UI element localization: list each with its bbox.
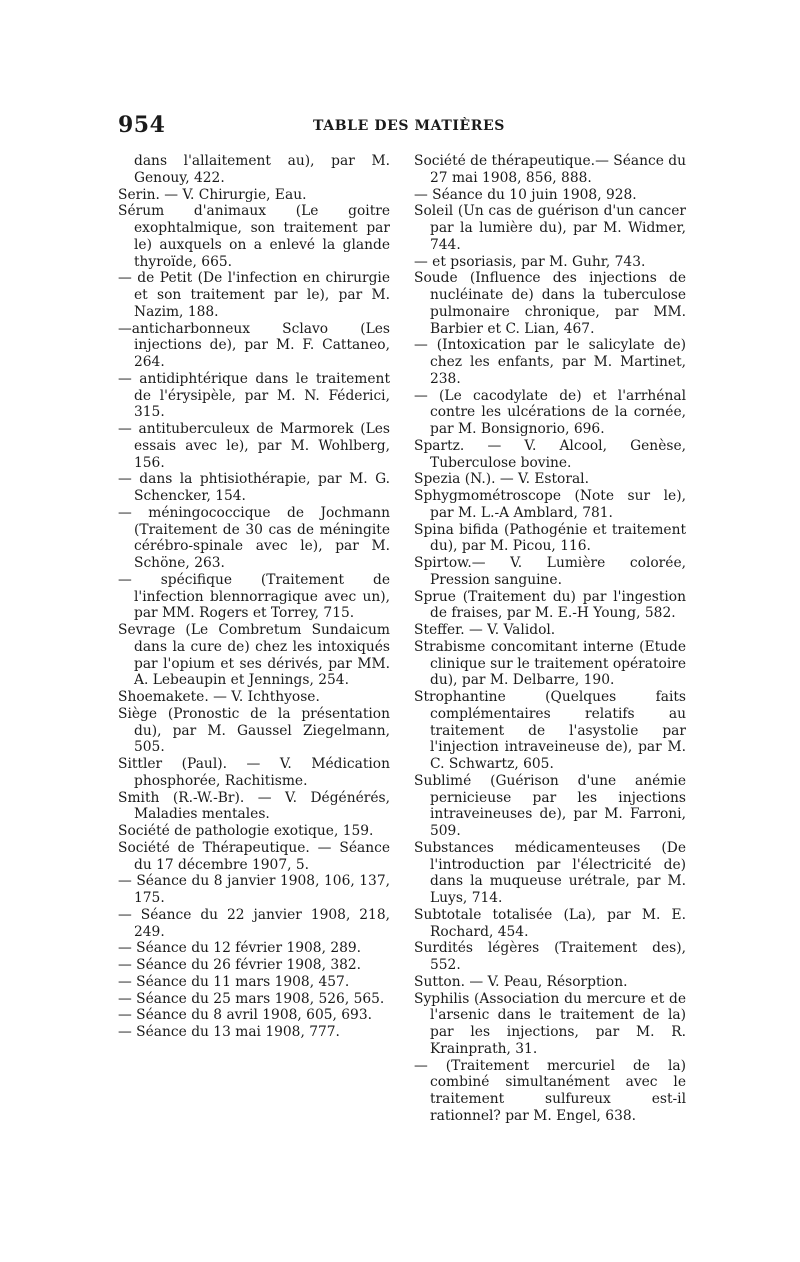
index-entry: Société de pathologie exotique, 159. [118,823,374,839]
index-entry: Surdités légères (Traitement des), 552. [414,940,686,973]
left-column [118,153,390,1041]
index-entry: Syphilis (Association du mercure et de l'arsenic dans le traitement de la) par les injections, par M. R. Krainprath, 31. [414,990,686,1057]
index-entry: Sutton. — V. Peau, Résorption. [414,973,628,990]
index-entry: Sérum d'animaux (Le goitre exophtalmique, son traitement par le) auxquels on a enlevé la glande thyroïde, 665. [118,203,390,270]
index-entry: Société de thérapeutique.— Séance du 27 mai 1908, 856, 888. [414,153,686,186]
index-entry: — et psoriasis, par M. Guhr, 743. [414,253,646,270]
index-entry: Strophantine (Quelques faits complémentaires relatifs au traitement de l'asystolie par l'injection intraveineuse de), par M. C. Schwartz, 605. [414,689,686,772]
index-entry: Steffer. — V. Validol. [414,622,556,638]
index-entry: Spirtow.— V. Lumière colorée, Pression sanguine. [414,555,686,588]
index-entry: Subtotale totalisée (La), par M. E. Rochard, 454. [414,906,686,940]
index-entry: — antituberculeux de Marmorek (Les essais avec le), par M. Wohlberg, 156. [118,421,390,471]
index-entry: Sprue (Traitement du) par l'ingestion de fraises, par M. E.-H Young, 582. [414,588,686,622]
index-entry: — de Petit (De l'infection en chirurgie et son traitement par le), par M. Nazim, 188. [118,270,390,320]
index-entry: —anticharbonneux Sclavo (Les injections de), par M. F. Cattaneo, 264. [118,320,390,370]
index-entry: Société de Thérapeutique. — Séance du 17 décembre 1907, 5. [118,839,390,873]
index-entry: — (Le cacodylate de) et l'arrhénal contre les ulcérations de la cornée, par M. Bonsignorio, 696. [414,387,686,437]
index-entry: — Séance du 13 mai 1908, 777. [118,1024,340,1040]
index-entry: — Séance du 26 février 1908, 382. [118,957,362,973]
index-entry: Shoemakete. — V. Ichthyose. [118,689,320,705]
index-entry: — (Intoxication par le salicylate de) chez les enfants, par M. Martinet, 238. [414,337,686,387]
index-entry: — Séance du 22 janvier 1908, 218, 249. [118,906,390,940]
index-entry: — Séance du 8 avril 1908, 605, 693. [118,1007,372,1024]
index-entry: Siège (Pronostic de la présentation du), par M. Gaussel Ziegelmann, 505. [118,705,390,756]
index-entry: — (Traitement mercuriel de la) combiné simultanément avec le traitement sulfureux est-il rationnel? par M. Engel, 638. [414,1057,686,1124]
index-entry: — Séance du 11 mars 1908, 457. [118,973,350,990]
index-entry: Smith (R.-W.-Br). — V. Dégénérés, Maladies mentales. [118,789,390,823]
index-entry: Sittler (Paul). — V. Médication phosphorée, Rachitisme. [118,756,390,789]
index-entry: dans l'allaitement au), par M. Genouy, 422. [134,153,390,186]
right-column [414,153,686,1125]
index-entry: — Séance du 25 mars 1908, 526, 565. [118,990,385,1007]
index-entry: Spina bifida (Pathogénie et traitement du), par M. Picou, 116. [414,521,686,555]
index-entry: Sublimé (Guérison d'une anémie pernicieuse par les injections intraveineuses de), par M. Farroni, 509. [414,772,686,839]
index-entry: Sevrage (Le Combretum Sundaicum dans la cure de) chez les intoxiqués par l'opium et ses dérivés, par MM. A. Lebeaupin et Jennings, 254. [118,622,390,689]
page-title: TABLE DES MATIÈRES [313,118,505,134]
index-entry: — Séance du 12 février 1908, 289. [118,940,362,957]
index-entry: Soleil (Un cas de guérison d'un cancer par la lumière du), par M. Widmer, 744. [414,203,686,253]
index-entry: — Séance du 8 janvier 1908, 106, 137, 175. [118,873,390,906]
index-entry: — méningococcique de Jochmann (Traitement de 30 cas de méningite cérébro-spinale avec le), par M. Schöne, 263. [118,504,390,571]
index-entry: — antidiphtérique dans le traitement de l'érysipèle, par M. N. Féderici, 315. [118,370,390,421]
index-entry: Substances médicamenteuses (De l'introduction par l'électricité de) dans la muqueuse urétrale, par M. Luys, 714. [414,839,686,906]
page-number: 954 [118,112,166,138]
index-entry: Strabisme concomitant interne (Etude clinique sur le traitement opératoire du), par M. Delbarre, 190. [414,638,686,689]
index-entry: Serin. — V. Chirurgie, Eau. [118,186,307,203]
index-entry: — spécifique (Traitement de l'infection blennorragique avec un), par MM. Rogers et Torrey, 715. [118,571,390,622]
page-header [118,112,682,142]
index-entry: Spartz. — V. Alcool, Genèse, Tuberculose bovine. [414,437,686,471]
index-entry: — dans la phtisiothérapie, par M. G. Schencker, 154. [118,471,390,504]
index-entry: Sphygmométroscope (Note sur le), par M. L.-A Amblard, 781. [414,488,686,521]
index-entry: — Séance du 10 juin 1908, 928. [414,186,637,203]
index-entry: Soude (Influence des injections de nucléinate de) dans la tuberculose pulmonaire chronique, par MM. Barbier et C. Lian, 467. [414,270,686,337]
index-entry: Spezia (N.). — V. Estoral. [414,471,589,488]
